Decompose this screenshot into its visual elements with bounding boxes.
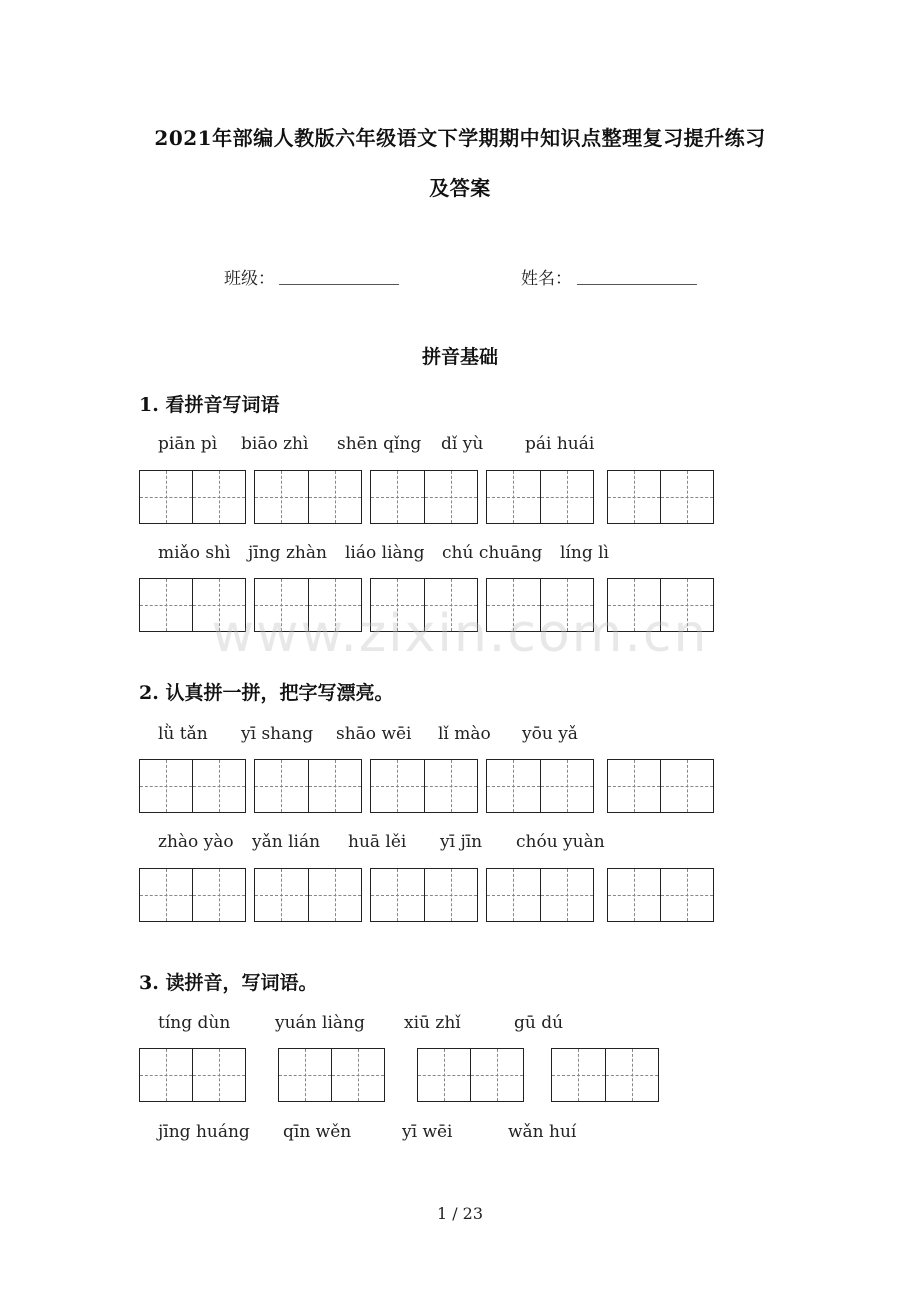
writing-cell[interactable] [660,471,713,523]
writing-cell[interactable] [424,760,478,812]
writing-cell[interactable] [540,869,594,921]
writing-cell[interactable] [308,869,362,921]
writing-cell[interactable] [371,471,424,523]
pinyin-label: yī wēi [402,1122,453,1142]
writing-cell[interactable] [331,1049,384,1101]
pinyin-label: yōu yǎ [522,724,578,744]
pinyin-label: yǎn lián [252,832,321,852]
pinyin-label: pái huái [525,434,595,454]
writing-cell[interactable] [371,760,424,812]
pinyin-label: qīn wěn [283,1122,352,1142]
writing-cell[interactable] [487,760,540,812]
writing-cell[interactable] [424,869,478,921]
writing-cell[interactable] [552,1049,605,1101]
name-label: 姓名： [521,269,572,289]
pinyin-label: huā lěi [348,832,407,852]
writing-box[interactable] [417,1048,524,1102]
writing-box[interactable] [139,759,246,813]
writing-cell[interactable] [660,869,713,921]
pinyin-label: liáo liàng [345,543,425,563]
writing-cell[interactable] [308,471,362,523]
writing-box[interactable] [254,470,362,524]
writing-cell[interactable] [255,471,308,523]
document-title-line-2: 及答案 [429,176,491,200]
pinyin-label: yī jīn [440,832,483,852]
document-title-line-1: 2021年部编人教版六年级语文下学期期中知识点整理复习提升练习 [154,126,766,150]
pinyin-label: shēn qǐng [337,434,422,454]
writing-cell[interactable] [608,760,660,812]
pinyin-label: shāo wēi [336,724,412,744]
writing-cell[interactable] [140,760,192,812]
writing-cell[interactable] [608,471,660,523]
writing-cell[interactable] [540,471,594,523]
writing-box[interactable] [607,759,714,813]
writing-box[interactable] [139,868,246,922]
writing-box[interactable] [254,868,362,922]
pinyin-label: xiū zhǐ [404,1013,461,1033]
writing-cell[interactable] [140,471,192,523]
writing-box[interactable] [139,470,246,524]
writing-cell[interactable] [608,869,660,921]
writing-cell[interactable] [308,760,362,812]
pinyin-label: yuán liàng [275,1013,365,1033]
writing-cell[interactable] [279,1049,331,1101]
writing-cell[interactable] [487,869,540,921]
pinyin-label: dǐ yù [441,434,484,454]
writing-box[interactable] [486,470,594,524]
writing-box[interactable] [254,759,362,813]
writing-cell[interactable] [192,1049,245,1101]
writing-box[interactable] [607,868,714,922]
writing-box[interactable] [139,1048,246,1102]
pinyin-label: wǎn huí [508,1122,577,1142]
watermark: www.zixin.com.cn [211,604,709,664]
question-1-heading: 1. 看拼音写词语 [139,394,280,416]
writing-cell[interactable] [487,471,540,523]
pinyin-label: zhào yào [158,832,234,852]
writing-cell[interactable] [192,760,245,812]
writing-box[interactable] [551,1048,659,1102]
writing-cell[interactable] [540,760,594,812]
pinyin-label: lǜ tǎn [158,724,208,744]
writing-cell[interactable] [140,869,192,921]
pinyin-label: lǐ mào [438,724,491,744]
writing-cell[interactable] [660,760,713,812]
question-3-heading: 3. 读拼音，写词语。 [139,972,318,994]
writing-box[interactable] [278,1048,385,1102]
writing-cell[interactable] [371,869,424,921]
writing-box[interactable] [370,759,478,813]
pinyin-label: líng lì [560,543,609,563]
pinyin-label: yī shang [241,724,314,744]
writing-cell[interactable] [255,760,308,812]
pinyin-label: biāo zhì [241,434,309,454]
pinyin-label: gū dú [514,1013,564,1033]
question-2-heading: 2. 认真拼一拼，把字写漂亮。 [139,682,394,704]
writing-box[interactable] [607,470,714,524]
writing-cell[interactable] [255,869,308,921]
pinyin-label: miǎo shì [158,543,231,563]
writing-cell[interactable] [605,1049,659,1101]
pinyin-label: chóu yuàn [516,832,605,852]
writing-cell[interactable] [140,1049,192,1101]
pinyin-label: piān pì [158,434,218,454]
writing-cell[interactable] [418,1049,470,1101]
writing-cell[interactable] [470,1049,523,1101]
writing-cell[interactable] [424,471,478,523]
page-number: 1 / 23 [436,1204,484,1223]
writing-cell[interactable] [192,869,245,921]
pinyin-label: chú chuāng [442,543,543,563]
class-blank-line[interactable] [279,284,399,285]
pinyin-label: jīng huáng [158,1122,250,1142]
writing-box[interactable] [370,470,478,524]
class-label: 班级： [224,269,275,289]
writing-box[interactable] [370,868,478,922]
pinyin-label: jīng zhàn [248,543,327,563]
section-title: 拼音基础 [421,346,498,368]
name-blank-line[interactable] [577,284,697,285]
writing-box[interactable] [486,868,594,922]
writing-cell[interactable] [192,471,245,523]
writing-box[interactable] [486,759,594,813]
pinyin-label: tíng dùn [158,1013,231,1033]
